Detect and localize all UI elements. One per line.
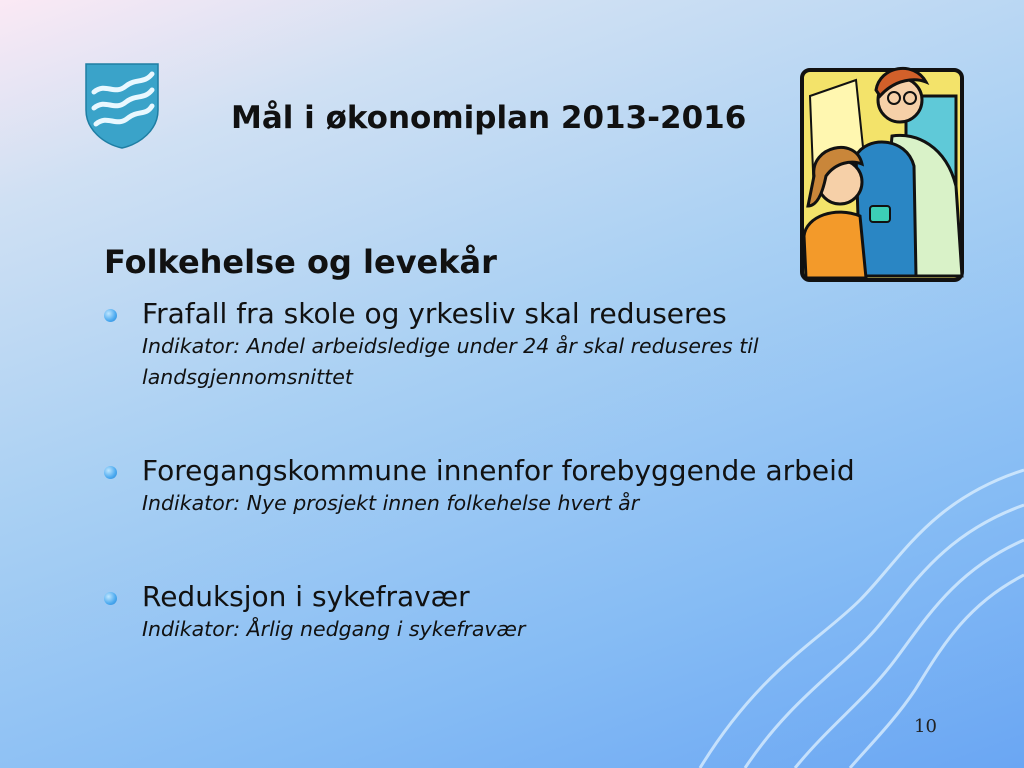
bullet-main-text: Frafall fra skole og yrkesliv skal reduseres [142,297,727,330]
bullet-icon [104,309,117,322]
bullet-main-text: Reduksjon i sykefravær [142,580,470,613]
bullet-item [104,297,904,407]
bullet-indicator-text: Indikator: Andel arbeidsledige under 24 år skal reduseres til landsgjennomsnittet [142,334,759,389]
bullet-main-text: Foregangskommune innenfor forebyggende arbeid [142,454,855,487]
slide-title: Mål i økonomiplan 2013-2016 [231,100,747,136]
bullet-item-text [142,580,862,645]
coat-of-arms-icon [84,62,160,150]
bullet-indicator-text: Indikator: Årlig nedgang i sykefravær [142,617,526,641]
bullet-icon [104,592,117,605]
bullet-item [104,580,904,660]
people-clipart [796,56,968,284]
bullet-item-text [142,454,862,519]
bullet-indicator-text: Indikator: Nye prosjekt innen folkehelse hvert år [142,491,640,515]
bullet-item-text [142,297,862,393]
section-heading: Folkehelse og levekår [104,243,497,281]
page-number: 10 [914,716,937,737]
bullet-item [104,454,904,534]
bullet-icon [104,466,117,479]
